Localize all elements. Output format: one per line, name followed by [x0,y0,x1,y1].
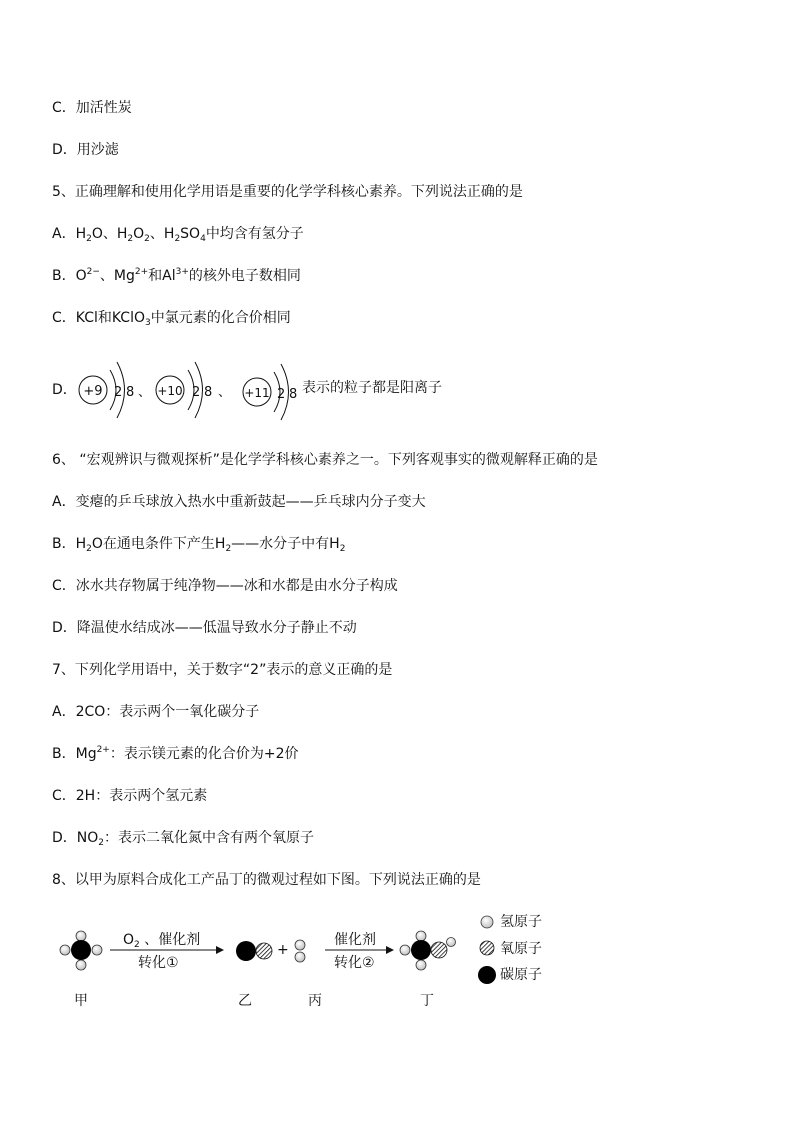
atom-1-shell-1: 2 [114,385,123,400]
atom-2-shell-1: 2 [192,385,201,400]
arrow-2-condition: 催化剂 [334,932,376,948]
q6-option-a: A．变瘪的乒乓球放入热水中重新鼓起——乒乓球内分子变大 [52,494,426,510]
q4-option-d: D．用沙滤 [52,142,119,158]
arrow-1-step: 转化① [138,955,179,971]
q5-stem: 5、正确理解和使用化学用语是重要的化学学科核心素养。下列说法正确的是 [52,184,523,200]
atom-diagram-2 [156,362,212,418]
q5-option-c: C．KCl和KClO$_3$中氯元素的化合价相同 [52,310,291,328]
oxygen-atom-icon [480,941,494,955]
q6-stem: 6、 “宏观辨识与微观探析”是化学学科核心素养之一。下列客观事实的微观解释正确的是 [52,452,598,468]
atom-separator-2: 、 [218,385,232,400]
label-bing: 丙 [308,993,322,1009]
atom-1-shell-2: 8 [126,385,135,400]
carbon-atom-icon [478,966,496,984]
q6-option-d: D．降温使水结成冰——低温导致水分子静止不动 [52,620,357,636]
atom-3-shell-2: 8 [289,387,298,402]
q8-stem: 8、以甲为原料合成化工产品丁的微观过程如下图。下列说法正确的是 [52,872,481,888]
molecule-yi [236,941,272,961]
label-jia: 甲 [74,993,88,1009]
q7-option-d: D．$NO_2$：表示二氧化氮中含有两个氧原子 [52,830,315,848]
molecule-bing [295,940,305,962]
q5-option-d-tail: 表示的粒子都是阳离子 [302,380,442,396]
arrow-1-condition: $O_2$ 、催化剂 [123,932,201,950]
atom-diagram-1 [79,362,134,418]
molecule-jia [60,931,102,970]
q5-option-b: B．$O^{2-}$、$Mg^{2+}$和$Al^{3+}$的核外电子数相同 [52,267,301,284]
atom-2-shell-2: 8 [204,385,213,400]
q7-option-a: A．2CO：表示两个一氧化碳分子 [52,704,260,720]
hydrogen-atom-icon [481,916,493,928]
arrow-2-step: 转化② [334,955,375,971]
q7-option-c: C．2H：表示两个氢元素 [52,788,208,804]
atom-3-shell-1: 2 [277,387,286,402]
atom-2-nucleus: +10 [157,384,183,398]
legend-hydrogen-label: 氢原子 [500,914,542,930]
legend-carbon-label: 碳原子 [500,967,542,983]
q4-option-c: C．加活性炭 [52,100,132,116]
q5-option-a: A．$H_2O$、$H_2O_2$、$H_2SO_4$中均含有氢分子 [52,226,304,244]
q7-stem: 7、下列化学用语中，关于数字“2”表示的意义正确的是 [52,662,393,678]
legend-oxygen-label: 氧原子 [500,941,542,957]
q5-option-d-prefix: D． [52,382,77,398]
atom-3-nucleus: +11 [244,386,270,400]
atom-separator-1: 、 [138,385,152,400]
q7-option-b: B．$Mg^{2+}$：表示镁元素的化合价为+2价 [52,745,299,762]
q6-option-c: C．冰水共存物属于纯净物——冰和水都是由水分子构成 [52,578,398,594]
atom-1-nucleus: +9 [83,384,103,399]
molecule-ding [400,931,456,970]
label-yi: 乙 [238,993,252,1009]
atom-diagram-3 [243,364,297,420]
label-ding: 丁 [420,993,434,1009]
plus-sign: + [277,942,289,958]
q6-option-b: B．$H_2O$在通电条件下产生$H_2——$水分子中有$H_2$ [52,536,346,554]
